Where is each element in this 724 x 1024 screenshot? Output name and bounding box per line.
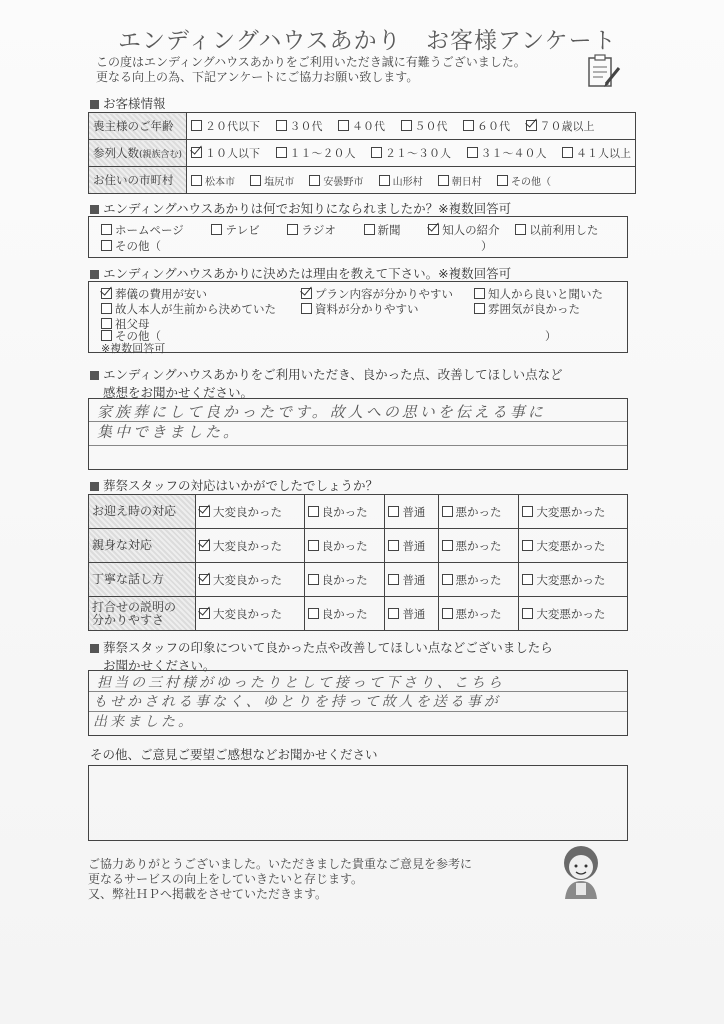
staff-row <box>89 495 628 529</box>
impression-handwriting-3: 出来ました。 <box>93 714 195 730</box>
intro-line-2: 更なる向上の為、下記アンケートにご協力お願い致します。 <box>96 70 419 84</box>
attendees-option[interactable]: ３１～４０人 <box>467 145 547 161</box>
reason-box <box>88 281 628 353</box>
age-option[interactable]: ４０代 <box>338 118 385 134</box>
source-option-other[interactable]: その他（ <box>101 238 161 254</box>
checked-checkbox-icon[interactable] <box>191 147 202 158</box>
checkbox-icon[interactable] <box>371 147 382 158</box>
comment-handwriting-1: 家族葬にして良かったです。故人への思いを伝える事に <box>97 403 546 421</box>
staff-avatar-icon <box>557 843 605 901</box>
staff-rating[interactable]: 大変良かった <box>196 495 305 529</box>
staff-row <box>89 529 628 563</box>
attendees-option[interactable]: ４１人以上 <box>562 145 631 161</box>
impression-handwriting-2: もせかされる事なく、ゆとりを持って故人を送る事が <box>93 694 501 710</box>
intro-text <box>96 55 526 85</box>
checkbox-icon[interactable] <box>191 120 202 131</box>
checkbox-icon[interactable] <box>522 506 533 517</box>
checked-checkbox-icon[interactable] <box>199 608 210 619</box>
city-option[interactable]: 朝日村 <box>438 173 482 188</box>
staff-rating[interactable]: 大変悪かった <box>519 495 628 529</box>
checkbox-icon[interactable] <box>101 224 112 235</box>
source-heading: エンディングハウスあかりは何でお知りになられましたか？※複数回答可 <box>90 199 511 217</box>
checkbox-icon[interactable] <box>442 540 453 551</box>
attendees-label-note: (親族含む) <box>139 150 183 160</box>
staff-rating[interactable]: 普通 <box>385 529 438 563</box>
square-bullet-icon <box>90 100 99 109</box>
checkbox-icon[interactable] <box>463 120 474 131</box>
age-label: 喪主様のご年齢 <box>89 113 187 140</box>
close-paren: ） <box>545 329 557 343</box>
checked-checkbox-icon[interactable] <box>199 540 210 551</box>
checkbox-icon[interactable] <box>388 608 399 619</box>
source-option[interactable]: ホームページ <box>101 222 184 238</box>
checkbox-icon[interactable] <box>211 224 222 235</box>
reason-option[interactable]: 葬儀の費用が安い <box>101 286 207 302</box>
staff-row-label: 打合せの説明の 分かりやすさ <box>89 597 196 631</box>
staff-rating[interactable]: 悪かった <box>438 563 519 597</box>
checkbox-icon[interactable] <box>467 147 478 158</box>
age-options <box>187 113 636 140</box>
checkbox-icon[interactable] <box>442 608 453 619</box>
checkbox-icon[interactable] <box>309 175 320 186</box>
checkbox-icon[interactable] <box>308 506 319 517</box>
staff-rating[interactable]: 大変良かった <box>196 597 305 631</box>
staff-row-label: 丁寧な話し方 <box>89 563 196 597</box>
customer-info-heading: お客様情報 <box>90 94 166 112</box>
source-row-2 <box>101 238 173 254</box>
clipboard-pencil-icon <box>584 52 622 90</box>
staff-rating[interactable]: 悪かった <box>438 597 519 631</box>
checked-checkbox-icon[interactable] <box>301 288 312 299</box>
other-heading: その他、ご意見ご要望ご感想などお聞かせください <box>90 747 378 762</box>
attendees-option[interactable]: １０人以下 <box>191 145 260 161</box>
reason-option[interactable]: 資料が分かりやすい <box>301 301 419 317</box>
attendees-label: 参列人数(親族含む) <box>89 140 187 167</box>
reason-note: ※複数回答可 <box>101 342 166 355</box>
city-label: お住いの市町村 <box>89 167 187 194</box>
source-box <box>88 216 628 258</box>
checkbox-icon[interactable] <box>276 147 287 158</box>
checkbox-icon[interactable] <box>442 506 453 517</box>
checkbox-icon[interactable] <box>308 540 319 551</box>
source-option[interactable]: 新聞 <box>364 222 401 238</box>
reason-option[interactable]: プラン内容が分かりやすい <box>301 286 453 302</box>
checkbox-icon[interactable] <box>522 608 533 619</box>
checkbox-icon[interactable] <box>250 175 261 186</box>
checked-checkbox-icon[interactable] <box>428 224 439 235</box>
checkbox-icon[interactable] <box>438 175 449 186</box>
checkbox-icon[interactable] <box>388 506 399 517</box>
staff-heading: 葬祭スタッフの対応はいかがでしたでしょうか？ <box>90 476 378 494</box>
customer-info-table <box>88 112 636 194</box>
checkbox-icon[interactable] <box>562 147 573 158</box>
impression-answer-box[interactable] <box>88 670 628 736</box>
survey-title <box>118 22 617 55</box>
source-option[interactable]: ラジオ <box>287 222 336 238</box>
checked-checkbox-icon[interactable] <box>526 120 537 131</box>
staff-row <box>89 563 628 597</box>
footer-text: ご協力ありがとうございました。いただきました貴重なご意見を参考に 更なるサービスの向上をしていきたいと存じます。 又、弊社ＨＰへ掲載をさせていただきます。 <box>88 857 473 901</box>
staff-rating[interactable]: 大変悪かった <box>519 597 628 631</box>
attendees-row <box>89 140 636 167</box>
checkbox-icon[interactable] <box>388 574 399 585</box>
staff-rating[interactable]: 良かった <box>304 597 385 631</box>
checkbox-icon[interactable] <box>364 224 375 235</box>
city-row <box>89 167 636 194</box>
checkbox-icon[interactable] <box>388 540 399 551</box>
staff-rating[interactable]: 良かった <box>304 495 385 529</box>
staff-rating[interactable]: 普通 <box>385 563 438 597</box>
checkbox-icon[interactable] <box>287 224 298 235</box>
staff-row <box>89 597 628 631</box>
staff-rating[interactable]: 大変良かった <box>196 529 305 563</box>
city-options <box>187 167 636 194</box>
close-paren: ） <box>481 239 493 253</box>
city-option[interactable]: 安曇野市 <box>309 173 363 188</box>
square-bullet-icon <box>90 644 99 653</box>
checkbox-icon[interactable] <box>474 303 485 314</box>
source-option[interactable]: テレビ <box>211 222 259 238</box>
attendees-options <box>187 140 636 167</box>
staff-rating[interactable]: 大変良かった <box>196 563 305 597</box>
staff-rating-table <box>88 494 628 631</box>
reason-option[interactable]: 知人から良いと聞いた <box>474 286 603 302</box>
checkbox-icon[interactable] <box>497 175 508 186</box>
staff-row-label: 親身な対応 <box>89 529 196 563</box>
checkbox-icon[interactable] <box>522 574 533 585</box>
checkbox-icon[interactable] <box>308 574 319 585</box>
staff-rating[interactable]: 普通 <box>385 495 438 529</box>
comment-heading: エンディングハウスあかりをご利用いただき、良かった点、改善してほしい点など 感想をお聞かせください。 <box>90 365 563 401</box>
comment-handwriting-2: 集中できました。 <box>97 423 242 441</box>
staff-row-label: お迎え時の対応 <box>89 495 196 529</box>
square-bullet-icon <box>90 371 99 380</box>
impression-heading: 葬祭スタッフの印象について良かった点や改善してほしい点などございましたら お聞かせください。 <box>90 638 553 674</box>
source-row-1 <box>101 222 598 238</box>
source-option[interactable]: 知人の紹介 <box>428 222 500 238</box>
checkbox-icon[interactable] <box>301 303 312 314</box>
age-option[interactable]: ３０代 <box>276 118 323 134</box>
staff-rating[interactable]: 悪かった <box>438 529 519 563</box>
reason-heading: エンディングハウスあかりに決めたは理由を教えて下さい。※複数回答可 <box>90 264 511 282</box>
checked-checkbox-icon[interactable] <box>199 506 210 517</box>
checkbox-icon[interactable] <box>308 608 319 619</box>
checkbox-icon[interactable] <box>515 224 526 235</box>
attendees-option[interactable]: １１～２０人 <box>276 145 356 161</box>
checkbox-icon[interactable] <box>401 120 412 131</box>
comment-answer-box[interactable] <box>88 398 628 470</box>
age-option[interactable]: ７０歳以上 <box>526 118 595 134</box>
age-option[interactable]: ５０代 <box>401 118 448 134</box>
staff-rating[interactable]: 大変悪かった <box>519 529 628 563</box>
checkbox-icon[interactable] <box>101 240 112 251</box>
impression-handwriting-1: 担当の三村様がゆったりとして接って下さり、こちら <box>97 675 505 691</box>
checkbox-icon[interactable] <box>442 574 453 585</box>
square-bullet-icon <box>90 270 99 279</box>
city-option[interactable]: 塩尻市 <box>250 173 294 188</box>
age-option[interactable]: ２０代以下 <box>191 118 260 134</box>
age-row <box>89 113 636 140</box>
checkbox-icon[interactable] <box>379 175 390 186</box>
reason-option[interactable]: 祖父母 <box>101 316 150 332</box>
checkbox-icon[interactable] <box>101 303 112 314</box>
checked-checkbox-icon[interactable] <box>199 574 210 585</box>
intro-line-1: この度はエンディングハウスあかりをご利用いただき誠に有難うございました。 <box>96 55 526 69</box>
city-option[interactable]: その他（ <box>497 173 551 188</box>
reason-option-other[interactable]: その他（ <box>101 328 161 344</box>
checkbox-icon[interactable] <box>191 175 202 186</box>
city-option[interactable]: 松本市 <box>191 173 235 188</box>
age-option[interactable]: ６０代 <box>463 118 510 134</box>
square-bullet-icon <box>90 205 99 214</box>
reason-option[interactable]: 故人本人が生前から決めていた <box>101 301 276 317</box>
title-sub: お客様アンケート <box>426 28 617 54</box>
staff-rating[interactable]: 良かった <box>304 529 385 563</box>
staff-rating[interactable]: 良かった <box>304 563 385 597</box>
checkbox-icon[interactable] <box>338 120 349 131</box>
staff-rating[interactable]: 大変悪かった <box>519 563 628 597</box>
other-answer-box[interactable] <box>88 765 628 841</box>
checked-checkbox-icon[interactable] <box>101 288 112 299</box>
checkbox-icon[interactable] <box>276 120 287 131</box>
checkbox-icon[interactable] <box>522 540 533 551</box>
square-bullet-icon <box>90 482 99 491</box>
attendees-option[interactable]: ２１～３０人 <box>371 145 451 161</box>
checkbox-icon[interactable] <box>474 288 485 299</box>
source-option[interactable]: 以前利用した <box>515 222 598 238</box>
city-option[interactable]: 山形村 <box>379 173 423 188</box>
reason-option[interactable]: 雰囲気が良かった <box>474 301 580 317</box>
staff-rating[interactable]: 悪かった <box>438 495 519 529</box>
staff-rating[interactable]: 普通 <box>385 597 438 631</box>
title-main: エンディングハウスあかり <box>118 28 402 54</box>
